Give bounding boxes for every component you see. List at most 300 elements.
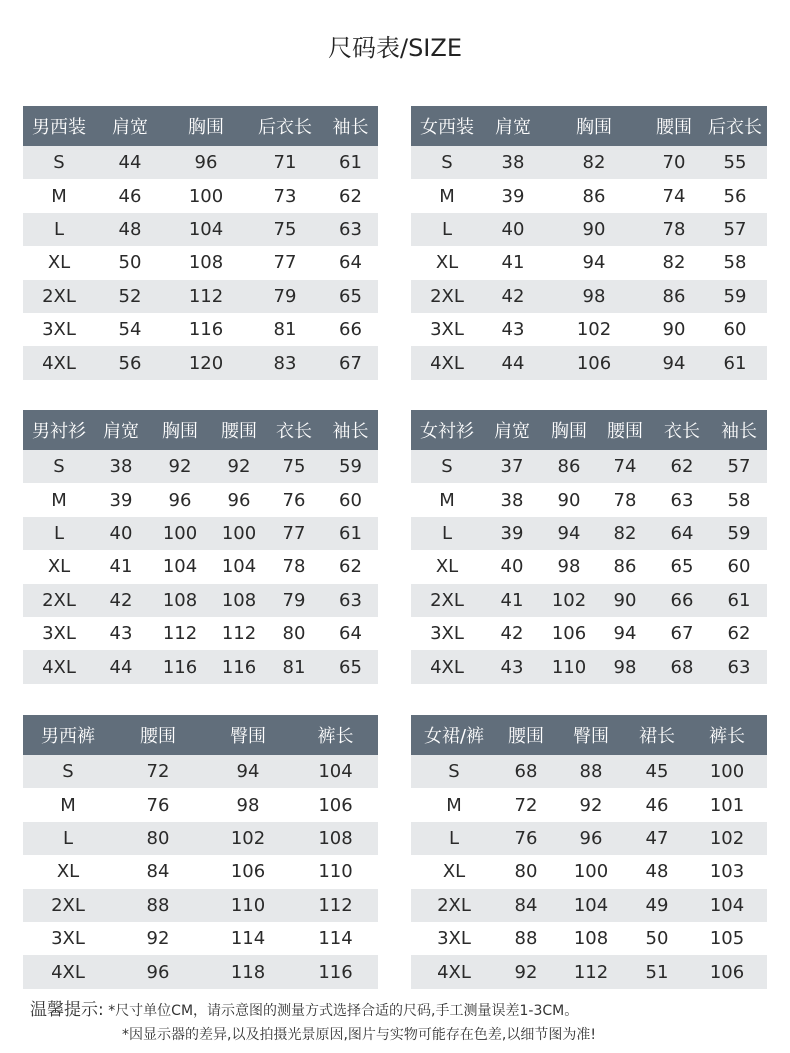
- column-header: 腰围: [113, 715, 203, 755]
- table-row: [411, 213, 767, 246]
- table-cell: 116: [213, 650, 265, 683]
- table-cell: 106: [541, 617, 597, 650]
- column-header: 袖长: [711, 410, 767, 450]
- table-cell: 62: [323, 550, 378, 583]
- table-cell: L: [411, 822, 497, 855]
- table-cell: 39: [483, 517, 541, 550]
- table-row: [411, 889, 767, 922]
- table-cell: M: [23, 788, 113, 821]
- table-cell: 3XL: [411, 922, 497, 955]
- table-cell: 54: [95, 313, 165, 346]
- table-cell: 58: [711, 483, 767, 516]
- table-cell: 45: [627, 755, 687, 788]
- size-table-women-skirt-trousers: [411, 715, 767, 989]
- table-cell: 98: [541, 550, 597, 583]
- column-header: 臀围: [203, 715, 293, 755]
- table-row: [411, 246, 767, 279]
- table-cell: 92: [113, 922, 203, 955]
- table-row: [23, 584, 378, 617]
- table-cell: 108: [293, 822, 378, 855]
- table-cell: 110: [293, 855, 378, 888]
- table-cell: M: [23, 483, 95, 516]
- table-cell: 4XL: [411, 346, 483, 379]
- table-cell: 72: [497, 788, 555, 821]
- table-cell: 90: [597, 584, 653, 617]
- table-cell: 106: [203, 855, 293, 888]
- table-cell: 78: [645, 213, 703, 246]
- column-header: 腰围: [645, 106, 703, 146]
- table-row: [411, 346, 767, 379]
- column-header: 女衬衫: [411, 410, 483, 450]
- table-cell: 116: [147, 650, 213, 683]
- table-cell: 3XL: [23, 617, 95, 650]
- table-cell: M: [411, 483, 483, 516]
- table-cell: 116: [165, 313, 247, 346]
- table-cell: 38: [483, 146, 543, 179]
- column-header: 肩宽: [95, 106, 165, 146]
- table-cell: 64: [323, 617, 378, 650]
- table-cell: 94: [543, 246, 645, 279]
- table-cell: 94: [541, 517, 597, 550]
- table-row: [23, 650, 378, 683]
- table-cell: 60: [323, 483, 378, 516]
- tips-section: [30, 998, 770, 1047]
- column-header: 肩宽: [483, 106, 543, 146]
- table-cell: 80: [265, 617, 323, 650]
- table-cell: 37: [483, 450, 541, 483]
- table-cell: 84: [497, 889, 555, 922]
- table-cell: 2XL: [23, 584, 95, 617]
- table-row: [411, 313, 767, 346]
- table-cell: 58: [703, 246, 767, 279]
- table-cell: 62: [323, 179, 378, 212]
- column-header: 袖长: [323, 106, 378, 146]
- column-header: 男西裤: [23, 715, 113, 755]
- table-row: [23, 517, 378, 550]
- table-row: [23, 313, 378, 346]
- table-row: [23, 755, 378, 788]
- table-cell: 78: [597, 483, 653, 516]
- table-cell: 76: [113, 788, 203, 821]
- column-header: 腰围: [497, 715, 555, 755]
- table-row: [23, 246, 378, 279]
- table-cell: 100: [147, 517, 213, 550]
- table-cell: 61: [323, 146, 378, 179]
- table-cell: 57: [703, 213, 767, 246]
- table-header-row: [411, 715, 767, 755]
- table-cell: 2XL: [23, 889, 113, 922]
- column-header: 臀围: [555, 715, 627, 755]
- table-cell: 112: [165, 280, 247, 313]
- table-row: [411, 280, 767, 313]
- table-cell: 104: [147, 550, 213, 583]
- table-cell: 104: [293, 755, 378, 788]
- table-row: [23, 855, 378, 888]
- table-cell: S: [411, 450, 483, 483]
- table-cell: 52: [95, 280, 165, 313]
- table-cell: 103: [687, 855, 767, 888]
- table-row: [23, 146, 378, 179]
- table-cell: M: [411, 788, 497, 821]
- table-cell: 39: [483, 179, 543, 212]
- table-cell: S: [23, 450, 95, 483]
- column-header: 裙长: [627, 715, 687, 755]
- table-cell: 120: [165, 346, 247, 379]
- table-cell: 3XL: [23, 313, 95, 346]
- table-cell: 114: [293, 922, 378, 955]
- table-header-row: [411, 106, 767, 146]
- table-cell: 96: [165, 146, 247, 179]
- column-header: 裤长: [293, 715, 378, 755]
- table-header-row: [23, 715, 378, 755]
- table-cell: 42: [483, 280, 543, 313]
- column-header: 女裙/裤: [411, 715, 497, 755]
- table-row: [23, 955, 378, 988]
- table-cell: 90: [543, 213, 645, 246]
- table-cell: 73: [247, 179, 323, 212]
- table-cell: 4XL: [411, 955, 497, 988]
- table-cell: 44: [95, 650, 147, 683]
- table-cell: 86: [645, 280, 703, 313]
- table-cell: 104: [687, 889, 767, 922]
- table-cell: 64: [653, 517, 711, 550]
- table-cell: XL: [411, 855, 497, 888]
- table-cell: 46: [627, 788, 687, 821]
- table-cell: S: [23, 146, 95, 179]
- table-row: [23, 822, 378, 855]
- table-cell: 86: [541, 450, 597, 483]
- table-cell: 56: [95, 346, 165, 379]
- table-cell: 108: [555, 922, 627, 955]
- table-cell: 75: [265, 450, 323, 483]
- table-cell: 60: [703, 313, 767, 346]
- table-cell: 88: [113, 889, 203, 922]
- table-cell: 63: [711, 650, 767, 683]
- table-cell: 75: [247, 213, 323, 246]
- table-cell: 81: [265, 650, 323, 683]
- size-table-men-suit: [23, 106, 378, 380]
- table-cell: 101: [687, 788, 767, 821]
- table-cell: 43: [95, 617, 147, 650]
- table-row: [411, 483, 767, 516]
- table-cell: 108: [165, 246, 247, 279]
- table-cell: 63: [323, 584, 378, 617]
- table-cell: 47: [627, 822, 687, 855]
- table-cell: 56: [703, 179, 767, 212]
- table-cell: 80: [497, 855, 555, 888]
- table-cell: L: [23, 213, 95, 246]
- table-cell: 116: [293, 955, 378, 988]
- column-header: 裤长: [687, 715, 767, 755]
- table-cell: L: [411, 517, 483, 550]
- table-cell: 2XL: [411, 280, 483, 313]
- table-cell: 4XL: [23, 346, 95, 379]
- table-cell: 102: [543, 313, 645, 346]
- table-row: [411, 450, 767, 483]
- table-cell: XL: [23, 855, 113, 888]
- column-header: 衣长: [265, 410, 323, 450]
- table-cell: 59: [703, 280, 767, 313]
- table-cell: 76: [265, 483, 323, 516]
- column-header: 腰围: [213, 410, 265, 450]
- table-cell: 68: [497, 755, 555, 788]
- table-cell: 63: [653, 483, 711, 516]
- table-cell: 86: [543, 179, 645, 212]
- table-cell: 94: [645, 346, 703, 379]
- table-cell: 55: [703, 146, 767, 179]
- table-row: [411, 517, 767, 550]
- column-header: 袖长: [323, 410, 378, 450]
- table-cell: 77: [265, 517, 323, 550]
- table-cell: 70: [645, 146, 703, 179]
- table-cell: 94: [203, 755, 293, 788]
- table-cell: 3XL: [411, 617, 483, 650]
- size-table-women-shirt: [411, 410, 767, 684]
- table-cell: 112: [555, 955, 627, 988]
- column-header: 肩宽: [483, 410, 541, 450]
- table-cell: 104: [555, 889, 627, 922]
- size-table-men-shirt: [23, 410, 378, 684]
- table-cell: 108: [147, 584, 213, 617]
- table-cell: 96: [555, 822, 627, 855]
- table-row: [411, 788, 767, 821]
- table-cell: 88: [555, 755, 627, 788]
- table-cell: 68: [653, 650, 711, 683]
- table-cell: 38: [483, 483, 541, 516]
- table-row: [23, 889, 378, 922]
- table-cell: 100: [555, 855, 627, 888]
- table-cell: S: [23, 755, 113, 788]
- table-cell: 92: [147, 450, 213, 483]
- table-cell: 92: [555, 788, 627, 821]
- table-cell: 46: [95, 179, 165, 212]
- table-cell: 81: [247, 313, 323, 346]
- table-cell: 112: [147, 617, 213, 650]
- table-cell: 102: [203, 822, 293, 855]
- table-cell: 62: [653, 450, 711, 483]
- table-cell: 63: [323, 213, 378, 246]
- table-cell: XL: [23, 550, 95, 583]
- column-header: 肩宽: [95, 410, 147, 450]
- table-row: [411, 855, 767, 888]
- table-cell: 40: [95, 517, 147, 550]
- table-cell: 80: [113, 822, 203, 855]
- table-row: [411, 955, 767, 988]
- table-cell: 48: [95, 213, 165, 246]
- table-cell: 59: [711, 517, 767, 550]
- table-row: [23, 617, 378, 650]
- table-cell: 110: [541, 650, 597, 683]
- table-row: [411, 584, 767, 617]
- table-row: [411, 617, 767, 650]
- table-row: [411, 755, 767, 788]
- table-cell: 4XL: [23, 955, 113, 988]
- table-cell: 38: [95, 450, 147, 483]
- table-cell: 100: [687, 755, 767, 788]
- size-table-women-suit: [411, 106, 767, 380]
- table-row: [411, 179, 767, 212]
- table-cell: 100: [213, 517, 265, 550]
- table-cell: XL: [23, 246, 95, 279]
- table-header-row: [23, 106, 378, 146]
- column-header: 胸围: [541, 410, 597, 450]
- table-cell: 61: [703, 346, 767, 379]
- table-cell: L: [23, 822, 113, 855]
- table-cell: 44: [483, 346, 543, 379]
- table-cell: 50: [95, 246, 165, 279]
- table-cell: 96: [213, 483, 265, 516]
- table-cell: M: [411, 179, 483, 212]
- table-cell: XL: [411, 550, 483, 583]
- table-cell: 102: [687, 822, 767, 855]
- column-header: 后衣长: [703, 106, 767, 146]
- size-table-men-trousers: [23, 715, 378, 989]
- table-row: [411, 550, 767, 583]
- table-cell: 98: [203, 788, 293, 821]
- table-row: [23, 922, 378, 955]
- table-cell: 65: [323, 280, 378, 313]
- table-header-row: [411, 410, 767, 450]
- table-cell: L: [23, 517, 95, 550]
- table-cell: 78: [265, 550, 323, 583]
- table-cell: 114: [203, 922, 293, 955]
- table-cell: 79: [265, 584, 323, 617]
- table-cell: 106: [293, 788, 378, 821]
- table-cell: 82: [597, 517, 653, 550]
- table-cell: 98: [597, 650, 653, 683]
- page-title: 尺码表/SIZE: [327, 34, 462, 62]
- table-row: [23, 280, 378, 313]
- table-cell: 110: [203, 889, 293, 922]
- table-cell: 40: [483, 213, 543, 246]
- table-cell: 86: [597, 550, 653, 583]
- table-cell: 2XL: [411, 584, 483, 617]
- table-cell: 48: [627, 855, 687, 888]
- table-cell: 41: [483, 584, 541, 617]
- column-header: 女西装: [411, 106, 483, 146]
- table-cell: 42: [95, 584, 147, 617]
- table-cell: 3XL: [411, 313, 483, 346]
- table-cell: 71: [247, 146, 323, 179]
- table-row: [411, 146, 767, 179]
- table-cell: 44: [95, 146, 165, 179]
- table-cell: 51: [627, 955, 687, 988]
- table-cell: S: [411, 755, 497, 788]
- table-cell: 104: [165, 213, 247, 246]
- table-cell: 72: [113, 755, 203, 788]
- column-header: 衣长: [653, 410, 711, 450]
- table-row: [23, 213, 378, 246]
- table-cell: 39: [95, 483, 147, 516]
- table-cell: XL: [411, 246, 483, 279]
- table-cell: 77: [247, 246, 323, 279]
- table-cell: 43: [483, 650, 541, 683]
- table-cell: 64: [323, 246, 378, 279]
- table-cell: 3XL: [23, 922, 113, 955]
- table-cell: 67: [323, 346, 378, 379]
- table-cell: 92: [213, 450, 265, 483]
- table-cell: 41: [483, 246, 543, 279]
- table-cell: 67: [653, 617, 711, 650]
- table-cell: 43: [483, 313, 543, 346]
- table-cell: 112: [213, 617, 265, 650]
- column-header: 男衬衫: [23, 410, 95, 450]
- table-header-row: [23, 410, 378, 450]
- table-cell: 105: [687, 922, 767, 955]
- table-cell: 49: [627, 889, 687, 922]
- table-cell: 65: [653, 550, 711, 583]
- column-header: 胸围: [165, 106, 247, 146]
- table-cell: 61: [323, 517, 378, 550]
- table-row: [23, 179, 378, 212]
- tips-text-2: *因显示器的差异,以及拍摄光景原因,图片与实物可能存在色差,以细节图为准!: [122, 1027, 596, 1043]
- column-header: 胸围: [543, 106, 645, 146]
- table-cell: 92: [497, 955, 555, 988]
- table-cell: 82: [543, 146, 645, 179]
- table-cell: 79: [247, 280, 323, 313]
- column-header: 腰围: [597, 410, 653, 450]
- table-cell: 98: [543, 280, 645, 313]
- table-cell: 42: [483, 617, 541, 650]
- table-cell: 104: [213, 550, 265, 583]
- table-cell: 96: [147, 483, 213, 516]
- table-cell: 60: [711, 550, 767, 583]
- table-cell: 90: [645, 313, 703, 346]
- table-cell: 41: [95, 550, 147, 583]
- table-cell: 4XL: [411, 650, 483, 683]
- table-row: [23, 483, 378, 516]
- table-cell: 100: [165, 179, 247, 212]
- table-cell: 118: [203, 955, 293, 988]
- column-header: 男西装: [23, 106, 95, 146]
- table-cell: 84: [113, 855, 203, 888]
- table-row: [411, 650, 767, 683]
- table-cell: 66: [653, 584, 711, 617]
- table-cell: 82: [645, 246, 703, 279]
- table-row: [411, 822, 767, 855]
- table-cell: L: [411, 213, 483, 246]
- table-row: [23, 788, 378, 821]
- table-cell: 83: [247, 346, 323, 379]
- table-cell: M: [23, 179, 95, 212]
- table-cell: 2XL: [411, 889, 497, 922]
- tips-line-1: [30, 998, 770, 1023]
- table-cell: 62: [711, 617, 767, 650]
- table-cell: 4XL: [23, 650, 95, 683]
- table-cell: 65: [323, 650, 378, 683]
- table-cell: S: [411, 146, 483, 179]
- table-cell: 106: [543, 346, 645, 379]
- table-cell: 57: [711, 450, 767, 483]
- column-header: 后衣长: [247, 106, 323, 146]
- table-cell: 61: [711, 584, 767, 617]
- table-row: [23, 346, 378, 379]
- table-cell: 90: [541, 483, 597, 516]
- table-cell: 40: [483, 550, 541, 583]
- table-cell: 94: [597, 617, 653, 650]
- table-cell: 66: [323, 313, 378, 346]
- table-cell: 112: [293, 889, 378, 922]
- table-cell: 2XL: [23, 280, 95, 313]
- column-header: 胸围: [147, 410, 213, 450]
- table-row: [411, 922, 767, 955]
- tips-label: 温馨提示:: [30, 1000, 104, 1020]
- table-cell: 59: [323, 450, 378, 483]
- table-cell: 76: [497, 822, 555, 855]
- tips-text-1: *尺寸单位CM，请示意图的测量方式选择合适的尺码,手工测量误差1-3CM。: [108, 1003, 579, 1019]
- table-cell: 50: [627, 922, 687, 955]
- table-cell: 74: [645, 179, 703, 212]
